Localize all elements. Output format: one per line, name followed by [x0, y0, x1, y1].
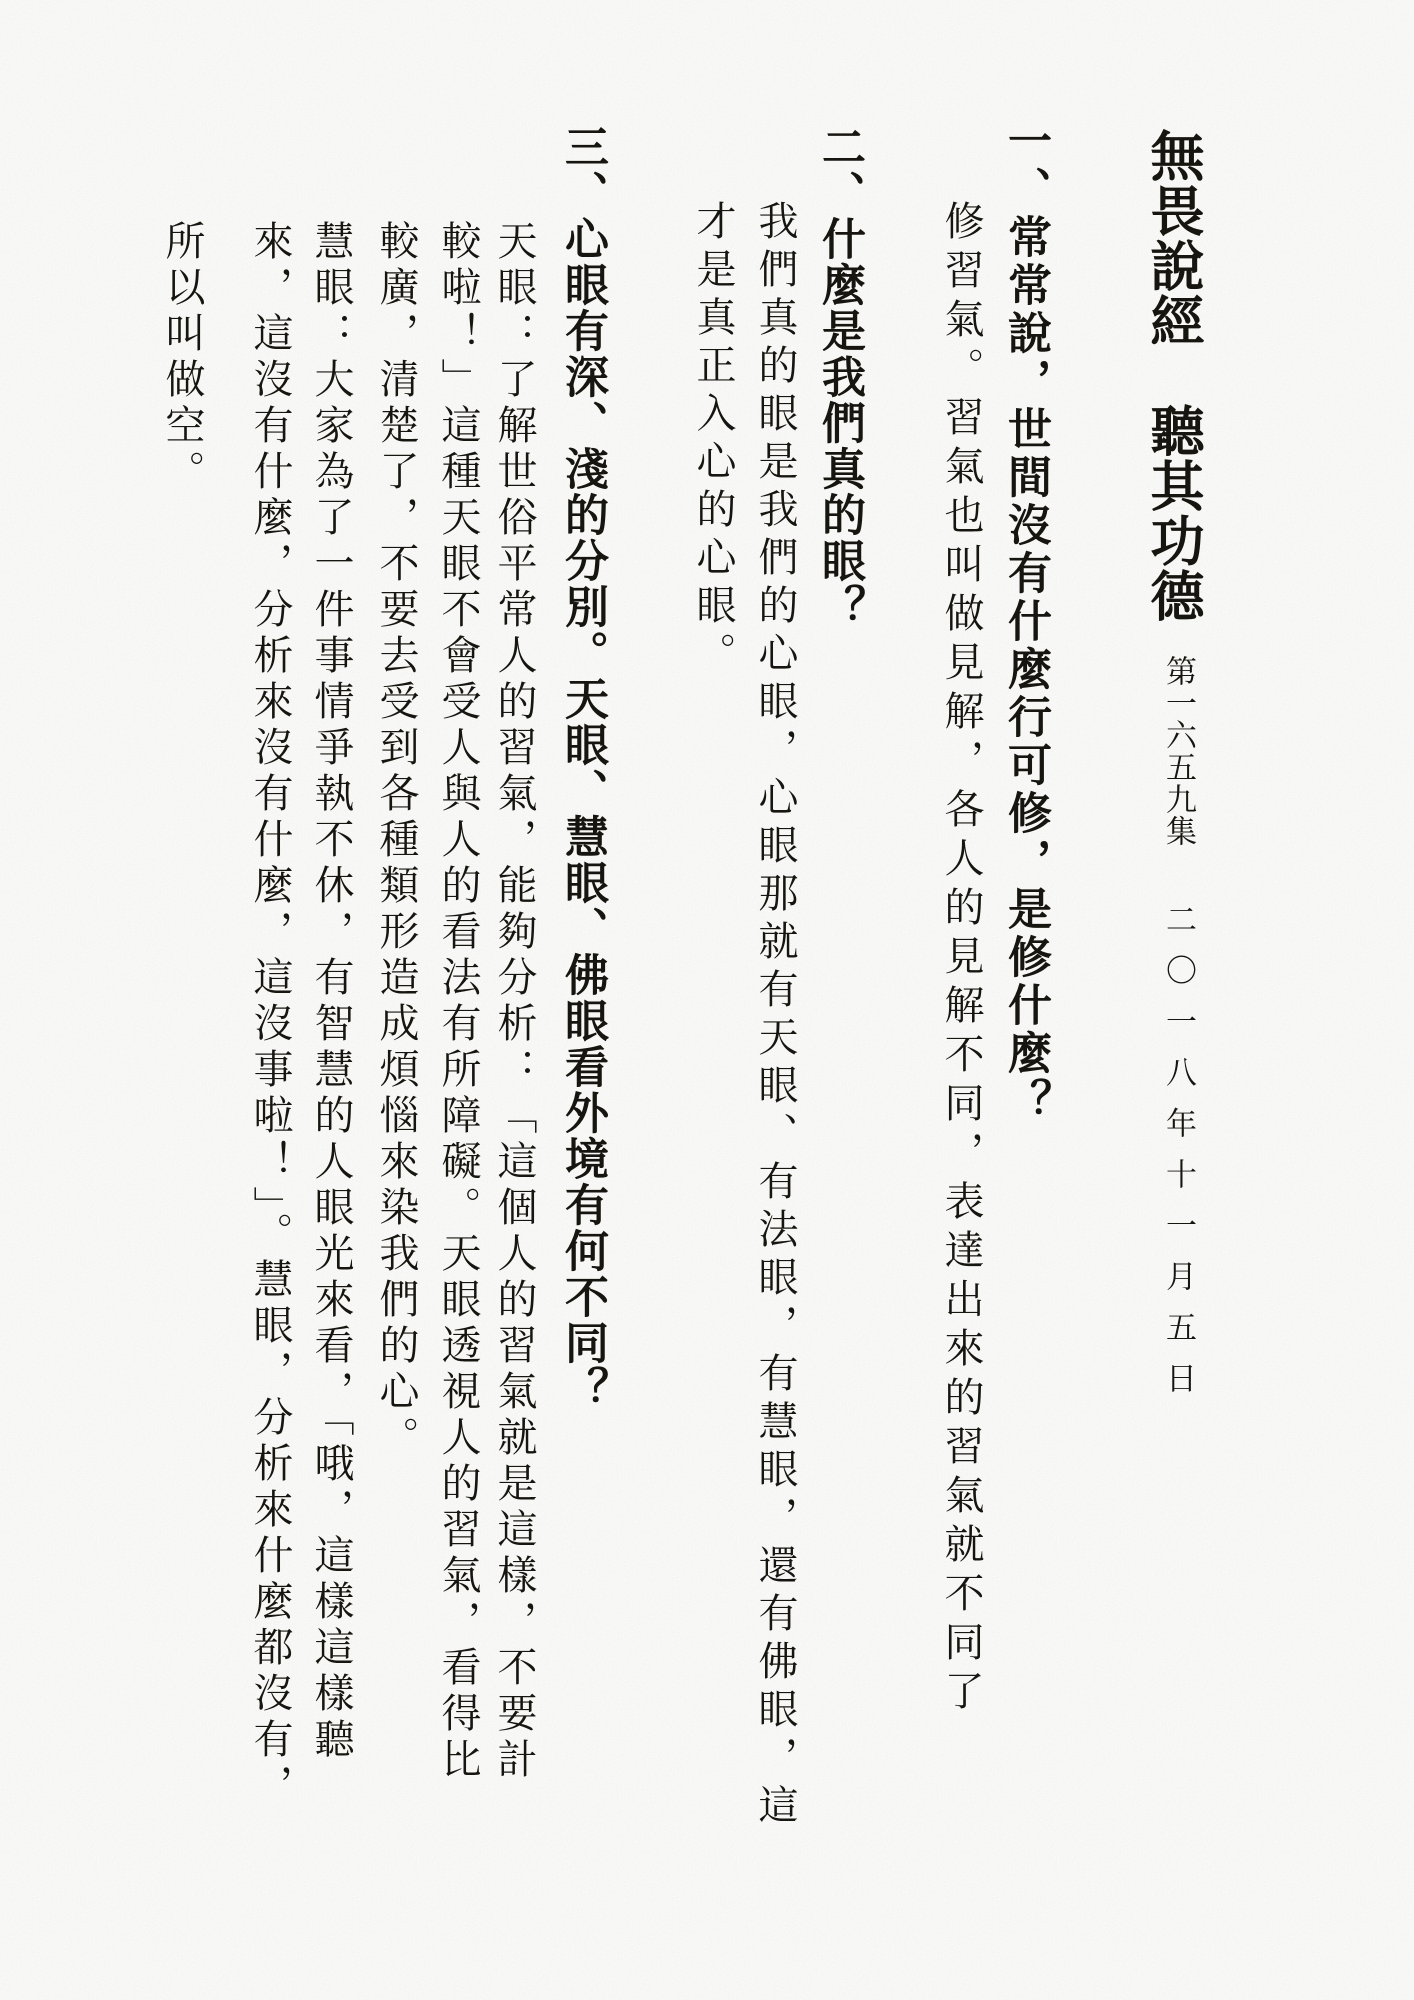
section-3-line-5: 來，這沒有什麼，分析來沒有什麼，這沒事啦！」。慧眼，分析來什麼都沒有，: [248, 220, 293, 1810]
section-3-line-1: 天眼：了解世俗平常人的習氣，能夠分析：「這個人的習氣就是這樣，不要計: [492, 220, 537, 1784]
section-3-line-4: 慧眼：大家為了一件事情爭執不休，有智慧的人眼光來看，「哦，這樣這樣聽: [309, 220, 354, 1764]
page-title: 無畏說經 聽其功德: [1143, 128, 1203, 623]
section-3-line-3: 較廣，清楚了，不要去受到各種類形造成煩惱來染我們的心。: [374, 220, 419, 1462]
section-2-line-1: 我們真的眼是我們的心眼，心眼那就有天眼、有法眼，有慧眼，還有佛眼，這: [753, 200, 798, 1832]
section-2-line-2: 才是真正入心的心眼。: [691, 200, 736, 680]
section-3-line-6: 所以叫做空。: [160, 220, 205, 496]
section-2-heading: 二、什麼是我們真的眼？: [815, 124, 864, 630]
episode-number: 第一六五九集: [1161, 655, 1196, 847]
section-1-heading: 一、常常說，世間沒有什麼行可修，是修什麼？: [1001, 118, 1050, 1126]
section-3-heading: 三、心眼有深、淺的分別。天眼、慧眼、佛眼看外境有何不同？: [558, 124, 607, 1412]
broadcast-date: 二〇一八年十一月五日: [1161, 903, 1196, 1413]
section-3-line-2: 較啦！」這種天眼不會受人與人的看法有所障礙。天眼透視人的習氣，看得比: [436, 220, 481, 1784]
section-1-line-1: 修習氣。習氣也叫做見解，各人的見解不同，表達出來的習氣就不同了: [939, 200, 984, 1719]
